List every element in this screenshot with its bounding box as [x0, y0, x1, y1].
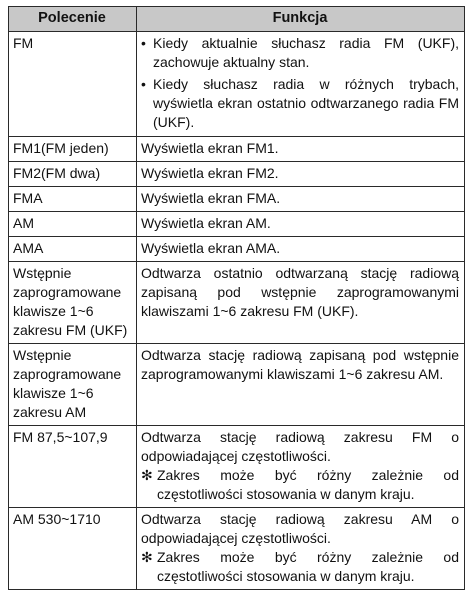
- function-cell: [137, 262, 465, 344]
- header-function: Funkcja: [137, 7, 465, 32]
- command-cell: FMA: [9, 187, 137, 212]
- function-text: Odtwarza stację radiową zapisaną pod wstępnie zaprogramowanymi klawiszami 1~6 zakresu AM.: [141, 347, 459, 382]
- bullet-text: Kiedy aktualnie słuchasz radia FM (UKF), zachowuje aktualny stan.: [153, 35, 459, 70]
- bullet-item: [141, 75, 459, 132]
- command-cell: AM: [9, 212, 137, 237]
- note-icon: ✻: [141, 549, 153, 565]
- command-cell: FM1(FM jeden): [9, 137, 137, 162]
- function-cell: Wyświetla ekran FM2.: [137, 162, 465, 187]
- table-row-fm2: [9, 162, 465, 187]
- function-cell: [137, 32, 465, 137]
- note: [141, 466, 459, 504]
- table-row-am-frequency: [9, 508, 465, 590]
- header-command: Polecenie: [9, 7, 137, 32]
- function-cell: Wyświetla ekran AMA.: [137, 237, 465, 262]
- bullet-item: [141, 34, 459, 72]
- function-text: Odtwarza stację radiową zakresu FM o odpowiadającej częstotliwości.: [141, 429, 459, 464]
- table-row-ama: [9, 237, 465, 262]
- note-icon: ✻: [141, 467, 153, 483]
- command-cell: FM2(FM dwa): [9, 162, 137, 187]
- note: [141, 548, 459, 586]
- table-row-fm: [9, 32, 465, 137]
- command-cell: Wstępnie zaprogramowane klawisze 1~6 zakresu AM: [9, 344, 137, 426]
- bullet-list: [141, 34, 459, 132]
- function-cell: Wyświetla ekran FM1.: [137, 137, 465, 162]
- function-cell: [137, 344, 465, 426]
- function-text: Odtwarza stację radiową zakresu AM o odpowiadającej częstotliwości.: [141, 511, 459, 546]
- bullet-text: Kiedy słuchasz radia w różnych trybach, wyświetla ekran ostatnio odtwarzanego radia FM (UKF).: [153, 76, 459, 130]
- command-cell: FM: [9, 32, 137, 137]
- command-cell: AM 530~1710: [9, 508, 137, 590]
- table-row-am: [9, 212, 465, 237]
- bullet-icon: •: [141, 76, 146, 92]
- note-text: Zakres może być różny zależnie od częstotliwości stosowania w danym kraju.: [157, 549, 459, 584]
- function-text: Odtwarza ostatnio odtwarzaną stację radiową zapisaną pod wstępnie zaprogramowanymi klawiszami 1~6 zakresu FM (UKF).: [141, 265, 459, 319]
- bullet-icon: •: [141, 35, 146, 51]
- table-row-am-presets: [9, 344, 465, 426]
- command-cell: AMA: [9, 237, 137, 262]
- table-row-fm-presets: [9, 262, 465, 344]
- table-header-row: [9, 7, 465, 32]
- voice-command-table: [8, 6, 465, 590]
- function-cell: [137, 508, 465, 590]
- table-row-fma: [9, 187, 465, 212]
- command-cell: Wstępnie zaprogramowane klawisze 1~6 zakresu FM (UKF): [9, 262, 137, 344]
- command-cell: FM 87,5~107,9: [9, 426, 137, 508]
- function-cell: Wyświetla ekran AM.: [137, 212, 465, 237]
- note-text: Zakres może być różny zależnie od częstotliwości stosowania w danym kraju.: [157, 467, 459, 502]
- function-cell: [137, 426, 465, 508]
- function-cell: Wyświetla ekran FMA.: [137, 187, 465, 212]
- table-row-fm-frequency: [9, 426, 465, 508]
- table-row-fm1: [9, 137, 465, 162]
